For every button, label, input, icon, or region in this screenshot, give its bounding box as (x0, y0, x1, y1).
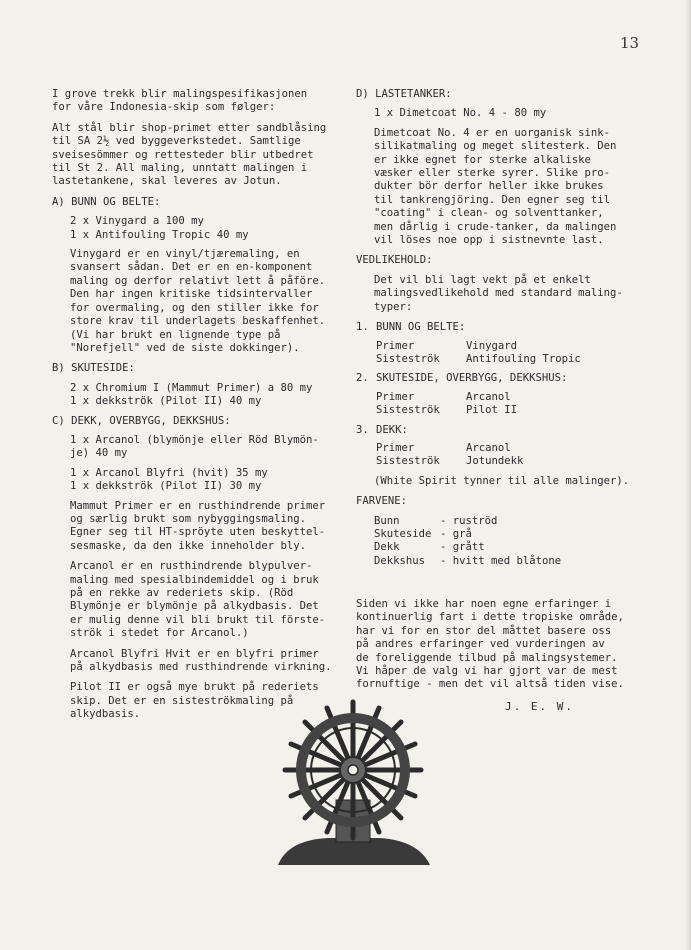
list-item (356, 321, 646, 334)
section-c-item: 1 x Arcanol (blymönje eller Röd Blymön- je) 40 my (70, 433, 319, 460)
list-title: SKUTESIDE, OVERBYGG, DEKKSHUS: (376, 372, 568, 385)
list-number: 1. (356, 321, 369, 334)
list-number: 2. (356, 372, 369, 385)
closing-paragraph: Siden vi ikke har noen egne erfaringer i kontinuerlig fart i dette tropiske område, har vi for en stor del måttet basere oss på andres erfaringer ved vurderingen av de foreliggende tilbud på malingsystemer. Vi håper de valg vi har gjort var de mest fornuftige - men det vil altså tiden vise. (356, 598, 624, 691)
coat-value: Antifouling Tropic (466, 352, 581, 365)
maintenance-list (356, 321, 646, 469)
ship-wheel-illustration (258, 690, 448, 880)
coat-label: Primer (376, 390, 415, 403)
coat-label: Sisteströk (376, 352, 440, 365)
list-title: DEKK: (376, 423, 408, 436)
section-b-item: 1 x dekkströk (Pilot II) 40 my (70, 395, 262, 408)
coat-value: Arcanol (466, 441, 511, 454)
intro-paragraph: I grove trekk blir malingspesifikasjonen for våre Indonesia-skip som følger: (52, 88, 308, 114)
color-area: Skuteside (374, 527, 432, 540)
right-column (356, 88, 646, 576)
coat-label: Primer (376, 441, 415, 454)
color-area: Dekk (374, 541, 400, 554)
color-area: Bunn (374, 514, 400, 527)
coat-rows (376, 391, 646, 418)
coat-rows (376, 340, 646, 367)
section-b-item: 2 x Chromium I (Mammut Primer) a 80 my (70, 381, 313, 394)
color-value: - grått (440, 541, 485, 554)
color-area: Dekkshus (374, 554, 426, 567)
section-a-item: 1 x Antifouling Tropic 40 my (70, 228, 249, 241)
list-title: BUNN OG BELTE: (376, 321, 466, 334)
section-c-item: 1 x dekkströk (Pilot II) 30 my (70, 480, 262, 493)
section-d-heading: D) LASTETANKER: (356, 88, 452, 100)
section-b-heading: B) SKUTESIDE: (52, 362, 135, 375)
left-column (52, 88, 352, 729)
coat-value: Pilot II (466, 404, 518, 417)
color-value: - hvitt med blåtone (440, 554, 562, 567)
color-value: - grå (440, 527, 472, 540)
list-number: 3. (356, 423, 369, 436)
vinygard-paragraph: Vinygard er en vinyl/tjæremaling, en svansert sådan. Det er en en-komponent maling og derfor relativt lett å påföre. Den har ingen kritiske tidsintervaller for overmaling, og den stiller ikke for store krav til underlagets beskaffenhet. (Vi har brukt en lignende type på "Norefjell" ved de siste dokkinger). (70, 248, 326, 354)
coat-value: Vinygard (466, 339, 518, 352)
list-item (356, 372, 646, 385)
page-edge-shadow (685, 0, 691, 950)
mammut-primer-paragraph: Mammut Primer er en rusthindrende primer og særlig brukt som nybyggingsmaling. Egner seg til HT-spröyte uten beskyttel- sesmaske, da den ikke inneholder bly. (70, 499, 326, 552)
coat-label: Sisteströk (376, 404, 440, 417)
shop-primer-paragraph: Alt stål blir shop-primet etter sandblåsing til SA 2½ ved byggeverkstedet. Samtlige sveisesömmer og rettesteder blir utbedret til St 2. All maling, unntatt malingen i lastetankene, skal leveres av Jotun. (52, 121, 327, 188)
arcanol-paragraph: Arcanol er en rusthindrende blypulver- maling med spesialbindemiddel og i bruk på en rekke av rederiets skip. (Röd Blymönje er blymönje på alkydbasis. Det er mulig denne vil bli brukt til förste- strök i stedet for Arcanol.) (70, 560, 326, 640)
arcanol-blyfri-paragraph: Arcanol Blyfri Hvit er en blyfri primer på alkydbasis med rusthindrende virkning. (70, 647, 332, 674)
coat-value: Jotundekk (466, 455, 524, 468)
list-item (356, 424, 646, 437)
section-a-heading: A) BUNN OG BELTE: (52, 195, 161, 208)
color-table (374, 515, 646, 569)
section-c-heading: C) DEKK, OVERBYGG, DEKKSHUS: (52, 414, 231, 427)
coat-label: Primer (376, 339, 415, 352)
pilot-ii-paragraph: Pilot II er også mye brukt på rederiets skip. Det er en sisteströkmaling på alkydbasis. (70, 681, 319, 721)
dimetcoat-paragraph: Dimetcoat No. 4 er en uorganisk sink- silikatmaling og meget slitesterk. Den er ikke egnet for sterke alkaliske væsker eller sterke syrer. Slike pro- dukter bör derfor heller ikke brukes til tankrengjöring. Den egner seg til "coating" i clean- og solventtanker, men dårlig i crude-tanker, da malingen vil löses noe opp i sistnevnte last. (374, 126, 617, 247)
section-c-item: 1 x Arcanol Blyfri (hvit) 35 my (70, 466, 268, 479)
thinner-note: (White Spirit tynner til alle malinger). (374, 474, 630, 487)
page-number: 13 (620, 34, 640, 52)
section-d-item: 1 x Dimetcoat No. 4 - 80 my (374, 107, 547, 120)
signature: J. E. W. (505, 700, 574, 713)
coat-rows (376, 442, 646, 469)
coat-value: Arcanol (466, 390, 511, 403)
farvene-heading: FARVENE: (356, 495, 408, 508)
vedlikehold-paragraph: Det vil bli lagt vekt på et enkelt malingsvedlikehold med standard maling- typer: (374, 273, 623, 313)
vedlikehold-heading: VEDLIKEHOLD: (356, 254, 433, 267)
section-a-item: 2 x Vinygard a 100 my (70, 215, 204, 228)
coat-label: Sisteströk (376, 455, 440, 468)
color-value: - ruströd (440, 514, 498, 527)
